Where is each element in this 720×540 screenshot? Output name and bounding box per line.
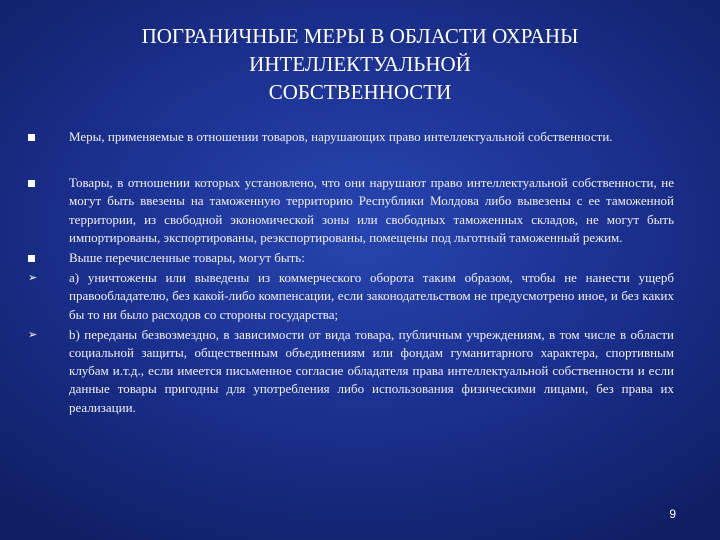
bullet-item xyxy=(28,269,674,324)
bullet-item xyxy=(28,128,674,146)
bullet-text: Выше перечисленные товары, могут быть: xyxy=(69,250,305,266)
arrow-bullet-icon: ➢ xyxy=(28,327,38,341)
bullet-item xyxy=(28,174,674,247)
square-bullet-icon xyxy=(28,134,35,141)
page-number: 9 xyxy=(669,507,676,521)
slide-title-line: СОБСТВЕННОСТИ xyxy=(268,80,452,104)
arrow-bullet-icon: ➢ xyxy=(28,271,38,285)
slide-title-line: ПОГРАНИЧНЫЕ МЕРЫ В ОБЛАСТИ ОХРАНЫ xyxy=(141,24,579,48)
bullet-item xyxy=(28,326,674,417)
square-bullet-icon xyxy=(28,255,35,262)
slide-title-line: ИНТЕЛЛЕКТУАЛЬНОЙ xyxy=(249,52,471,76)
bullet-text: Товары, в отношении которых установлено, что они нарушают право интеллектуальной собственности, не могут быть ввезены на таможенную территорию Республики Молдова либо вывезены с ее таможенной территории, из свободной экономической зоны или свободных таможенных складов, не могут быть импортированы, экспортированы, реэкспортированы, помещены под льготный таможенный режим. xyxy=(69,175,674,245)
bullet-text: b) переданы безвозмездно, в зависимости от вида товара, публичным учреждениям, в том числе в области социальной защиты, общественным объединениям или фондам гуманитарного характера, спортивным клубам и.т.д., если имеется письменное согласие обладателя права интеллектуальной собственности и если данные товары пригодны для употребления либо использования физическими лицами, без права их реализации. xyxy=(69,326,674,415)
bullet-text: a) уничтожены или выведены из коммерческого оборота таким образом, чтобы не нанести ущерб правообладателю, без какой-либо компенсации, если законодательством не предусмотрено иное, и без каких бы то ни было расходов со стороны государства; xyxy=(69,270,674,322)
square-bullet-icon xyxy=(28,180,35,187)
slide-title xyxy=(60,22,660,106)
bullet-list xyxy=(28,128,674,417)
bullet-item xyxy=(28,249,674,267)
bullet-text: Меры, применяемые в отношении товаров, нарушающих право интеллектуальной собственности. xyxy=(69,129,613,144)
